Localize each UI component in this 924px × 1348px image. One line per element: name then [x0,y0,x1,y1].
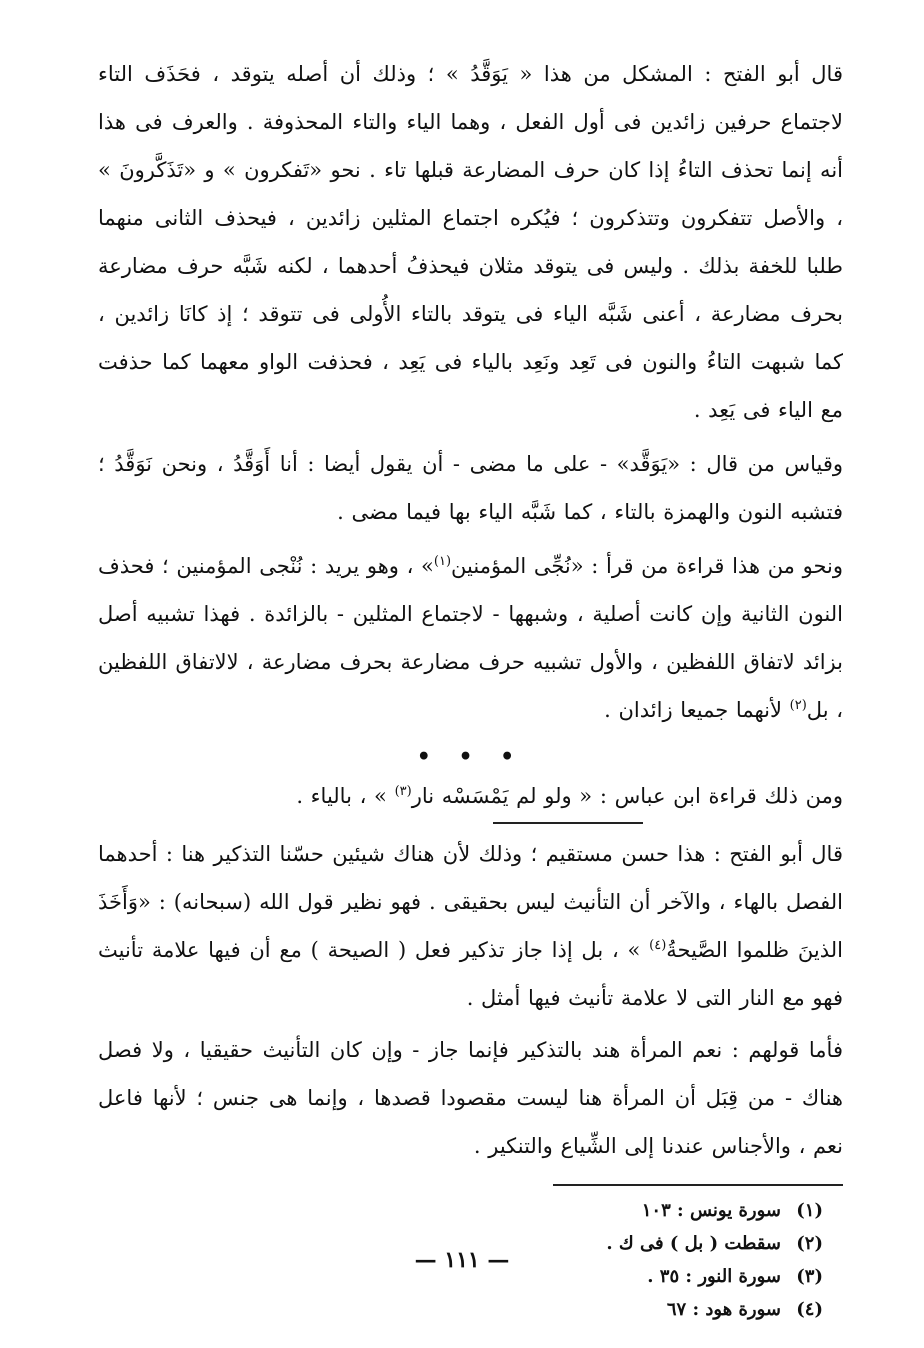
footnote-text: سورة هود : ٦٧ [666,1299,781,1320]
footnote-ref-4: (٤) [649,938,667,953]
paragraph-3 [98,542,843,734]
quote-text-a: ومن ذلك قراءة ابن عباس : « ولو لم يَمْسَسْه نار [411,784,843,808]
footnote-ref-3: (٣) [394,784,412,799]
paragraph-5-text-b: » ، بل إذا جاز تذكير فعل ( الصيحة ) مع أن فيها علامة تأنيث فهو مع النار التى لا علامة تأنيث فيها أمثل . [98,938,843,1010]
footnote-number: (٤) [796,1299,823,1320]
paragraph-3-text-a: ونحو من هذا قراءة من قرأ : «نُجِّى المؤمنين [451,554,843,578]
footnote-ref-2: (٢) [789,698,807,713]
footnote-1 [98,1194,823,1227]
page-number: — ١١١ — [414,1247,510,1273]
footnote-number: (١) [796,1200,823,1221]
footnote-rule [553,1184,843,1186]
paragraph-3-text-b: » ، وهو يريد : نُنْجى المؤمنين ؛ فحذف النون الثانية وإن كانت أصلية ، وشبهها - لاجتماع المثلين - بالزائدة . فهذا تشبيه أصل بزائد لاتفاق اللفظين ، والأول تشبيه حرف مضارعة بحرف مضارعة ، لالاتفاق اللفظين ، بل [98,554,843,722]
page-body [98,50,843,1326]
quote-text-b: » ، بالياء . [296,784,395,808]
footnote-number: (٢) [796,1233,823,1254]
paragraph-1: قال أبو الفتح : المشكل من هذا « يَوَقَّدُ » ؛ وذلك أن أصله يتوقد ، فحَذَف التاء لاجتماع حرفين زائدين فى أول الفعل ، وهما الياء والتاء المحذوفة . والعرف فى هذا أنه إنما تحذف التاءُ إذا كان حرف المضارعة قبلها تاء . نحو «تَفكرون » و «تَذَكَّرونَ » ، والأصل تتفكرون وتتذكرون ؛ فيُكره اجتماع المثلين زائدين ، فيحذف الثانى منهما طلبا للخفة بذلك . وليس فى يتوقد مثلان فيحذفُ أحدهما ، لكنه شَبَّه حرف مضارعة بحرف مضارعة ، أعنى شَبَّه الياء فى يتوقد بالتاء الأُولى فى تتوقد ؛ إذ كانَا زائدين ، كما شبهت التاءُ والنون فى تَعِد ونَعِد بالياء فى يَعِد ، فحذفت الواو معهما كما حذفت مع الياء فى يَعِد . [98,62,843,422]
paragraph-3-text-c: لأنهما جميعا زائدان . [604,698,790,722]
paragraph-6: فأما قولهم : نعم المرأة هند بالتذكير فإنما جاز - وإن كان التأنيث حقيقيا ، ولا فصل هناك - من قِبَل أن المرأة هنا ليست مقصودا قصدها ، وإنما هى جنس ؛ لأنها فاعل نعم ، والأجناس عندنا إلى الشِّياع والتنكير . [98,1038,843,1158]
footnote-text: سورة النور : ٣٥ . [647,1266,781,1287]
footnote-4 [98,1293,823,1326]
paragraph-2: وقياس من قال : «يَوَقَّد» - على ما مضى - أن يقول أيضا : أنا أَوَقَّدُ ، ونحن نَوَقَّدُ ؛ فتشبه النون والهمزة بالتاء ، كما شَبَّه الياء بها فيما مضى . [98,452,843,524]
footnote-ref-1: (١) [433,554,452,569]
quote-underline [493,822,643,824]
paragraph-5 [98,830,843,1022]
quote-line [98,772,843,820]
paragraph-5-text-a: قال أبو الفتح : هذا حسن مستقيم ؛ وذلك لأن هناك شيئين حسّنا التذكير هنا : أحدهما الفصل بالهاء ، والآخر أن التأنيث ليس بحقيقى . فهو نظير قول الله (سبحانه) : «وَأَخَذَ الذينَ ظلموا الصَّيحةُ [98,842,844,962]
section-separator: • • • [416,744,525,770]
footnote-text: سورة يونس : ١٠٣ [641,1200,781,1221]
footnote-text: سقطت ( بل ) فى ك . [606,1233,781,1254]
footnote-number: (٣) [796,1266,823,1287]
